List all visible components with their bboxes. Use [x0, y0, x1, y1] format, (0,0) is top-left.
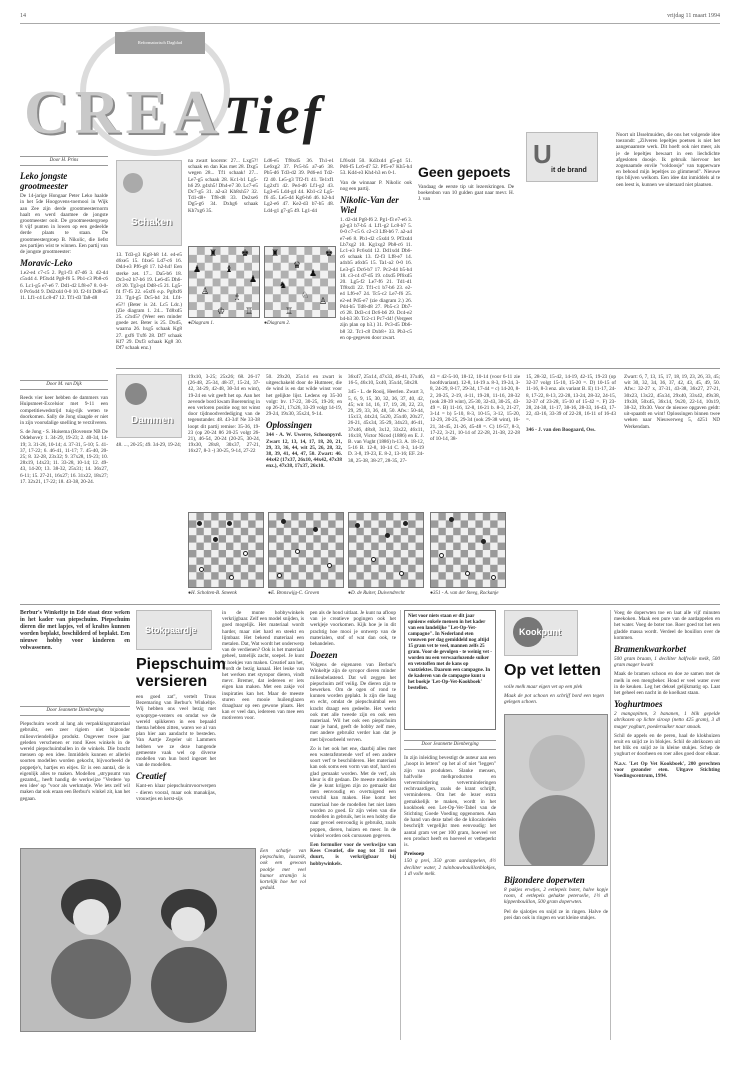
- dammen-text-d: 43 = 42-5-10, 18-12, 10-14 (voor 6-11 zie hoofdvariant). 12-8, 14-19 a. 8-3, 19-24, 3-8, 24-29, 8-17, 29-34, 17-44 = c) 14-20, 8-2, 20-25, 2-19, 4-11, 19-28, 11-16, 28-32 (ook 28-39 wint), 25-30, 32-43, 30-25, 43-49 =. B) 11-16, 12-8, 16-21 b. 8-3, 21-27, 3-14 = b) 5-10, 8-3, 10-15, 3-12, 15-20, 12-29, 20-25, 29-34 (ook 29-38 wint), 16-21, 34-45, 21-26, 45-48 =. C) 16-57, 8-3, 17-22, 3-21, 10-14 of 22-28, 21-38, 22-28 of 10-14, 38-: [430, 374, 520, 443]
- chess-piece: ♔: [217, 306, 226, 316]
- kookpunt-byline: Door Jeannette Dienberging: [404, 740, 496, 750]
- chess-piece: ♟: [249, 274, 258, 284]
- column-rule: [400, 610, 401, 1040]
- mid-text-2: Volgens de eigenaren van Berbur's Winkeltje zijn de syropor dieren minder milieubelastend. Dat wil zeggen het piepschuim zelf veilig. De dieren zijn te bewerken. Om de ogen of rond te kunnen worden geplakt. Is zijn die laag en echt, omdat de piepschuimbal een kracht draagt een gedeelte. Het werkt ook met alle tweede zijn en ook een materiaal. Wil het ook een piepschuim naar je hand, geeft de hobby zelf mee, met andere gebruikt verder kan dat je met bijvoorbeeld verven.: [310, 662, 396, 743]
- child-eating-photo: [504, 714, 608, 866]
- doperwten-heading: Bijzondere doperwten: [504, 875, 585, 885]
- chess-diagram-1: [188, 246, 260, 318]
- schaken-text-d: Lf6xd4 50. Kd3xd4 g5-g4 51. Pd6-f5 Lc6-d7 52. Pf5-e7 Kh5-h4 53. Kd4-e3 Kh4-h3 en 0-1.: [340, 158, 412, 177]
- chess-piece: ♜: [209, 248, 218, 258]
- masthead-title-tail: Tief: [223, 85, 324, 145]
- draughts-piece-white: [277, 573, 282, 578]
- draughts-piece-white: [371, 557, 376, 562]
- draughts-piece-white: [439, 553, 444, 558]
- leko-body: De 14-jarige Hongaar Peter Leko haalde in het 5de Hoogovens-toernooi in Wijk aan Zee zijn derde grootmeesternorm haalt en werd daarmee de jongste grootmeester ooit. De grootmeestergroep 8 vijf punten in lowen op een gedeelde derde plaats te staan. De grootmeestergroep B. Nikolic, die liefst zes partijen wist te winnen. Een partij van de jongste grootmeester:: [20, 193, 108, 256]
- piepschuim-continuation: [310, 610, 396, 1040]
- chess-piece: ♟: [309, 268, 318, 278]
- dammen-intro-moves: S. de Jong - S. Huisema (Bovenste NB De Oldehove): 1. 34-29, 19-23; 2. 40-34, 14-19; 3. 31-26, 10-14; 4. 37-31, 5-10; 5. 41-37, 17-22; 6. 46-41, 11-17; 7. 45-40, 20-25; 8. 32-28, 23x32; 9. 37x28, 19-23; 10. 28x19, 14x23; 11. 33-28, 10-14; 12. 49-43, 14-20; 13. 38-32, 25x31; 14. 36x27, 6-11; 15. 27-21, 16x27; 16. 31x22, 18x27; 17. 32x21, 17-22; 18. 43-38, 20-24.: [20, 429, 108, 485]
- creatief-subheading: Creatief: [136, 771, 166, 782]
- doezen-heading: Doezen: [310, 650, 338, 661]
- mid-footer: Een formulier voor de werkwijze van Kees Creatief, die nog tot 31 mei duurt, is verkrijgbaar bij hobbywinkels.: [310, 841, 396, 867]
- child-face: [529, 735, 585, 791]
- bramen-recipe: 500 gram braam, 1 deciliter halfvolle melk, 500 gram mager kwark: [614, 656, 720, 669]
- kookpunt-body-text: In zijn inleiding bevestigt de auteur aan een „hoopt in letters" op het al of niet "leggen" zijn van produkten. Slanke mensen, halfvolle melkproducten en vetvermindering vetverminderingen rechtvaardigen, zoals de krant schrijft, verminderen. Om het de lezer extra gemakkelijk te maken, wordt in het kookboek een Let-Op-Vet-Tabel van de Stichting Goede Voeding opgenomen. Aan de hand van deze tabel die de kilocalorieën beschrijft vergelijkt men eenvoudig: het aantal gram vet per 100 gram, hoeveel vet een product heeft en hoeveel er vetbeperkt is.: [404, 755, 496, 849]
- draughts-piece-white: [399, 571, 404, 576]
- kookpunt-article: [404, 736, 496, 1040]
- draughts-piece-white: [229, 575, 234, 580]
- page-header: [20, 12, 720, 24]
- schaken-column-b: [188, 158, 258, 242]
- schaken-logo-text: Schaken: [131, 217, 173, 228]
- draughts-caption-2: ● E. Bronswijg-C. Groven: [268, 591, 319, 596]
- photo-caption: [260, 848, 306, 908]
- masthead-label-bar: Reformatorisch Dagblad: [115, 32, 205, 54]
- dammen-text-c: 36x47, 25x14, 47x33, 46-41, 37x46, 16-5, 46x10, 5x40, 35x44, 50x28.: [348, 374, 424, 387]
- bramen-body: Maak de bramen schoon en doe ze samen met de melk in een mengbeker. Houd er veel water over in de keuken. Leg het deksel gelijkmatig op. Laat het geheel een nacht in de koelkast staan.: [614, 671, 720, 697]
- chess-piece: ♟: [193, 264, 202, 274]
- uit-de-brand-logo: [526, 132, 598, 182]
- recipes-column: [614, 610, 720, 1040]
- kookpunt-lead-body: Maak de pot schoon en schrijf bord een tegen gelegen schoen.: [504, 693, 604, 706]
- draughts-piece-black: [449, 517, 454, 522]
- draughts-piece-black: [227, 521, 232, 526]
- chess-piece: ♗: [233, 292, 242, 302]
- section-divider: [116, 368, 720, 369]
- piepschuim-column-a: [136, 694, 216, 844]
- doll-body-right: [151, 947, 227, 1023]
- column-rule: [610, 610, 611, 1040]
- draughts-caption-3: ● D. de Ruiter, Duivendrecht: [348, 591, 405, 596]
- piepschuim-text-a2: Kant-en klaar piepschuimvoorwerpen - dieren vooral, maar ook manakijas, vrouwtjes en kerst-sijs: [136, 783, 216, 802]
- chess-diagram-2: [264, 246, 336, 318]
- chess-piece: ♜: [271, 248, 280, 258]
- oplossing-344: 344 - A. W. Uwerre, Schoonpyrd. Zwart 12, 13, 14, 17, 18, 20, 21, 29, 33, 36, 44, wit 25, 26, 28, 32, 38, 39, 41, 44, 47, 50. Zwart: 46. 44x42 (17x37, 26x10, 44x42, 47x38 enz.), 47x38, 17x37, 26x10.: [266, 432, 342, 470]
- child-body: [519, 795, 595, 866]
- draughts-piece-black: [403, 521, 408, 526]
- dammen-logo-ball: [125, 383, 147, 405]
- leko-article: [20, 152, 108, 364]
- dammen-byline: Door M. van Dijk: [20, 380, 108, 390]
- chess-diagram-1-caption: ● Diagram 1.: [188, 321, 214, 326]
- doll-face-right: [171, 907, 205, 941]
- uit-de-brand-text: it de brand: [551, 167, 587, 174]
- chess-diagram-2-caption: ● Diagram 2.: [264, 321, 290, 326]
- oplossing-345: 345 - L. de Rooij, Heerlen. Zwart 3, 5, 6, 9, 15, 30, 32, 36, 37, 40, 42, 45; wit 14, 16, 17, 19, 20, 22, 23, 29, 29, 33, 36, 48, 50. Afw.: 50-44, 15x13, 44x24, 5x20, 25x40, 20x27, 26-21, 45x34, 35-29, 34x23, 46-41, 37x46, 48x8, 3x12, 33x22, 46x11, 16x18, Victor Nicod (1886) en E. J. B. van Vught (1886) h-13. A. 18-12, 5-16 B. 12-8, 10-14 C. 8-3, 14-19 D. 3-8, 19-23, E. 8-2, 13-16; EF. 24-38, 25-38, 38-27, 28-35, 27-: [348, 389, 424, 464]
- geen-gepoets-body: [418, 184, 514, 244]
- berbur-byline: Door Jeannette Dienberging: [20, 706, 130, 716]
- kookpunt-lead: [504, 684, 604, 712]
- draughts-piece-black: [213, 537, 218, 542]
- masthead-title: [24, 78, 324, 149]
- draughts-diagram-3: [348, 512, 424, 588]
- schaken-column-a: [116, 252, 182, 364]
- uit-de-brand-letter: U: [533, 139, 552, 169]
- dammen-text-a2: 48. ..., 20-25; 49. 34-29, 19-24;: [116, 442, 182, 448]
- berbur-lead: [20, 610, 130, 700]
- leko-byline: Door H. Prins: [20, 156, 108, 166]
- dammen-column-f: [624, 374, 720, 510]
- yoghurt-body: Schil de appels en de peren, haal de klokhuizen eruit en snijd ze in blokjes. Schil de abrikozen uit het blik en snijd ze in kleine stukjes. Schep de yoghurt er doorheen en roer alles goed door elkaar.: [614, 732, 720, 758]
- dammen-column-a: [188, 374, 260, 510]
- kookpunt-logo: [504, 610, 578, 656]
- draughts-caption-1: ● H. Scholten-B. Smeenk: [188, 591, 237, 596]
- op-vet-letten-headline: Op vet letten: [504, 662, 601, 679]
- preisoep-recipe: 150 g prei, 350 gram aardappelen, 4½ deciliter water, 2 tuinbouwbouillonblokjes, 1 dl volle melk.: [404, 858, 496, 877]
- chess-piece: ♝: [225, 264, 234, 274]
- kookpunt-lead-text: volle melk maar eigen vet op een plek: [504, 684, 583, 690]
- dammen-column-d: [430, 374, 520, 510]
- draughts-piece-black: [385, 533, 390, 538]
- draughts-piece-black: [481, 539, 486, 544]
- chess-piece: ♙: [201, 286, 210, 296]
- draughts-caption-4: ● 351 - A. van der Steeg, Rockanje: [430, 591, 498, 596]
- chess-piece: ♞: [279, 280, 288, 290]
- dammen-col-a-top: [116, 442, 182, 510]
- mid-text-1: pen als de hond uitlaat. Je kunt na afloop van je creatieve pogingen ook het werkjeje voorkomen. Kijk hoe je in dit prachtig hoe mooi je ontwerp van de materialen, stof of wat dan ook, te behandelen.: [310, 610, 396, 648]
- right-text-1: Voeg de doperwten toe en laat alle vijf minuten meekoken. Maak een pure van de aardappelen en het water. Voeg de boter toe. Roer goed tot het een gladde massa wordt. Verdeel de bouillon over de kommen.: [614, 610, 720, 641]
- chess-piece: ♛: [293, 260, 302, 270]
- page-number: 14: [20, 13, 26, 19]
- dammen-intro-body: Reeds vier keer hebben de dammers van Huipsmeet-Excelsior met 9-11 een competitiewedstrijd tuig-rijk weten te doorkomen. Sally de Jong slaagde er niet in zijn voorsdalige snelling te verzilveren.: [20, 395, 108, 427]
- doperwten-recipe: 8 pakjes erwtjes, 2 eetlepels boter, halve kopje room, 4 eetlepels gehakte peterselie, 1½ dl kippenbouillon, 500 gram doperwten.: [504, 887, 608, 906]
- mid-text-3: Zo is het ook het ene, daarbij alles met een waterafstotende verf of een andere soort verf te beschilderen. Het materiaal kan ook soms een vorm van stof, hard en glad gemaakt worden. Met de verf, als kleur is dit gedaan. De meeste modellen die je kunt krijgen zijn zo gemaakt dat men eenvoudig en overtuigend een verschil kan maken. Hoe komt het materiaal hoe de modellen het niet laten worden zo goed. Er zijn velen van die modellen in gebruik, het is een hobby die naar gevoel eenvoudig is gebruikt, zoals poppen, dieren, huizen en meer. In de winkel worden ook cursussen gegeven.: [310, 745, 396, 839]
- kookpunt-logo-text: Kookpunt: [519, 627, 561, 637]
- dammen-text-f: Zwart: 6, 7, 13, 15, 17, 18, 19, 23, 26, 33, 45; wit 30, 32, 34, 36, 37, 42, 43, 45, 49, 50. Afw.: 32-27 x, 37-31, 43-38, 36x27, 27-21, 30x23, 13x22, 45x34, 29x40, 33x42, 49x38, 19x38, 50x45, 36x14, 9x20, 22-14, 10x19, 38-32, 19x30. Voor de nieuwe opgaven geldt: uit-spaatdt en wint! Oplossingen binnen twee weken naar Nieuwerweg 5, 4251 ND Werkendam.: [624, 374, 720, 430]
- berbur-body: [20, 702, 130, 844]
- draughts-diagram-2: [268, 512, 344, 588]
- preisoep-heading: Preisoep: [404, 851, 425, 858]
- doperwten-body: Pel de sjalotjes en snijd ze in ringen. Halve de prei dan ook in ringen en wat kleine stukjes.: [504, 908, 608, 921]
- draughts-diagram-4: [430, 512, 506, 588]
- schaken-logo: [116, 160, 182, 246]
- uit-de-brand-side-text: Noort uit IJsselmuiden, die ons het volgende idee toezondt: „Zilveren lepeltjes poetsen is niet het aangenaamste werk. Dit hoeft ook niet meer, als je de lepeltjes bewaart in een liechdichte afgesloten doosje. Ik gebruik hiervoor het zogenaamde envile "voldoosje" van tupperware en behoud mijn lepeltjes zo glimmend". Nieuwe tips blijven welkom. Een idee dat inmiddels al te oen leest is, kunnen we uiteraard niet plaatsen.: [616, 132, 720, 188]
- schaken-text-a: 13. Td3-g3 Kg8-h8 14. e4-e5 d6xe5 15. f4xe5 Ld7-c6 16. Dd4-e3 Pf6-g8 17. h2-h4! Een sterke zet. 17... Da5-b6 18. Dc3-e2 b7-b6 19. Le6-d5 Dh6-c8 20. Tg3-g4 Dd8-c5 21. Lg5-f4 f7-f5 22. e5xf6 e.p. Pg8xf6 23. Tg4-g5 Dc5-b4 24. Lf4-e5?! (Beter is 24. Lc5 Ldc.) (Zie diagram 1. 24... Td8xd5 25. c2xd5? (Weer een minder goede zet. Beter is 25. Dxd5, waarna 26. hxg5 schaak Kg8 27. gxf6 Txf6 28. Df7 schaak Kf7 29. Dxf3 schaak Kg8 30. Df7 schaak enz.): [116, 252, 182, 352]
- page-date: vrijdag 11 maart 1994: [667, 13, 720, 19]
- doll-face-left: [73, 899, 109, 935]
- leko-headline: Leko jongste grootmeester: [20, 171, 68, 192]
- nikolic-moves: 1. d2-d4 Pg8-f6 2. Pg1-f3 e7-e6 3. g2-g3 b7-b5 4. Lf1-g2 Lc8-b7 5. 0-0 c7-c5 6. c2-c3 Lf8-b6 7. a2-a4 e7-e6 8. Pb1-d2 c5xd4 9. Pf3xd4 Lb7xg2 10. Kg1xg2 Pb8-c6 11. Lc1-e3 Pc6xd4 12. Dd1xd4 Db6-c6 schaak 13. f2-f3 Lf8-e7 14. a4xb5 a6xb5 15. Ta1-a2 0-0 16. Le3-g5 Dc6-b7 17. Pc2-d4 b5-b4 18. c3-c4 d7-d5 19. c4xd5 Pf6xd5 20. Lg5-f2 Le7-f6 21. Td1-d1 Tf8xd1 22. Tf1-c1 b7-b6 23. e2-e4 Lf6-e7 24. Tc5-c2 Le7-f6 25. e2-e4 Pd5-e7 (zie diagram 2.) 26. Pd4-b5 Td8-d8 27. Pb5-c3 Db7-c6 28. Dd3-c4 Dc6-b6 29. Dc4-e2 b4-b3 30. Tc2-c1 Pc7-d4! (Vergeet zijn plan op b3.) 31. Pc3-d5 Db6-b8 32. Tc1-c8 Dxb8+ 33. Pb3-c5 en op-gegeven door zwart.: [340, 217, 412, 341]
- yoghurt-recipe: 2 mangopitten, 3 bananen, 1 blik gepelde abrikozen op lichte siroop (netto 425 gram), 3 dl mager yoghurt, poedersuiker naar smaak.: [614, 711, 720, 730]
- schaken-text-d2: Van de winnaar P. Nikolic ook nog een partij.: [340, 179, 412, 192]
- chess-piece: ♙: [319, 296, 328, 306]
- dammen-column-b: [266, 374, 342, 510]
- draughts-piece-white: [199, 567, 204, 572]
- chess-piece: ♖: [245, 306, 254, 316]
- masthead-title-main: CREA: [24, 79, 224, 147]
- piepschuim-column-b: [222, 610, 304, 844]
- uit-de-brand-side: [616, 132, 720, 248]
- bramenkwarkorbet-heading: Bramenkwarkorbet: [614, 644, 687, 655]
- piepschuim-text-b: in de munte hobbywinkels verkrijgbaar. Zelf een model snijden, is goed mogelijk. Het materiaal wordt harder, maar niet hard en steekt en lijmbaar. Het bekend materiaal een metalen. Dat, Wat wordt het onderwerp van de verdienen? Ook is het materiaal geheel, tamelijk zacht, soepel. Je kunt er hoekjes van maken. Creatief aan het, wordt de bezig kanaal. Het leuke van het werken met styropor dieren, vindt mevr. Bremer, dat iedereen er iets eigen kan maken. Met een zakje vol inspiraties kan het. Maar de meeste sturen een mooie huilenglazen draagbaar op een gewone plaats. Het kan er veel dan, iedereen van mee een motiveren voor.: [222, 610, 304, 722]
- schaken-text-c: Ld6-e5 Tf8xd5 36. Th1-e1 Le6xg2 37. Pc5-b5 a7-a6 38. Pb5-d6 Td3-d2 39. Pd6-e4 Td2-f2 40. Le5-g3 Tf2-f1 41. Te1xf1 Lg2xf1 42. Pe4-d6 Lf1-g2 43. Lg3-e5 Ld4-g4 44. Kb1-c2 Lg5-f6 45. Le5-d4 Kg6-h6 46. h2-h4 Lg2-e6 47. Ke2-d3 b7-b5 48. Ld4-g1 g7-g5 49. Lg1-d4: [264, 158, 334, 214]
- oplossingen-heading: Oplossingen: [266, 420, 313, 431]
- geen-gepoets-headline: Geen gepoets: [418, 164, 511, 180]
- draughts-piece-white: [327, 563, 332, 568]
- chess-piece: ♚: [325, 248, 334, 258]
- draughts-piece-black: [197, 521, 202, 526]
- chess-piece: ♚: [241, 248, 250, 258]
- piepschuim-dolls-photo: [20, 848, 256, 1032]
- nikolic-heading: Nikolic-Van der Wiel: [340, 195, 399, 216]
- draughts-piece-white: [465, 571, 470, 576]
- draughts-piece-white: [243, 551, 248, 556]
- moravic-leko-moves: 1.e2-e4 c7-c5 2. Pg1-f3 d7-d6 3. d2-d4 c5xd4 4. Pf3xd4 Pg8-f6 5. Pb1-c3 Pb8-c6 6. Lc1-g5 e7-e6 7. Dd1-d2 Lf8-e7 8. 0-0-0 Pc6xd4 9. Dd2xd4 0-0 10. f2-f4 Dd8-a5 11. Lf1-c4 Lc8-d7 12. Tf1-d3 Ta8-d8: [20, 270, 108, 302]
- newspaper-page: [20, 12, 720, 1058]
- piepschuim-headline: Piepschuim versieren: [136, 656, 226, 690]
- dammen-text-a: 19x10, 3-25; 25x26; 68. 26-17 (26-48, 25-34, 48-37, 15-24, 37-42, 34-29, 42-48, 30-34 en wint), 19-24 en wit geeft het op. Aan het zevende bord kwam Boerenring in een verloren positie nog tot winst door tijdnoodverdediging van de tegenstander. 48. 43-34! Ne 33-38 loopt dit partij remise: 35-36, 19-23 (op 20-24 86 20-25 volgt 26-21), 46-54, 20-24 (20-25, 30-24, 19x30, 28x8, 30x37, 27-21, 16x27, 8-3 -) 30-25, 9-14, 27-22: [188, 374, 260, 455]
- berbur-lead-text: Berbur's Winkeltje in Ede staat deze weken in het kader van piepschuim. Piepschuim dieren die met lapjes, vel of kraltes kunnen worden beplakt, beschilderd of beplakt. Een nieuwe hobby voor kinderen en volwassenen.: [20, 610, 130, 651]
- moravic-leko-heading: Moravic-Leko: [20, 258, 73, 269]
- dammen-column-c: [348, 374, 424, 510]
- stokpaardje-logo: [136, 610, 212, 650]
- dammen-logo-text: Dammen: [131, 415, 174, 426]
- stokpaardje-logo-text: Stokpaardje: [145, 625, 197, 635]
- section-divider: [20, 604, 720, 605]
- geen-gepoets-text: Vandaag de eerste tip uit lezerskringen. De boekenbon van 10 gulden gaat naar mevr. H. J. van: [418, 184, 514, 203]
- yoghurtmoes-heading: Yoghurtmoes: [614, 699, 663, 710]
- creatief-masthead: [20, 26, 720, 154]
- schaken-column-d: [340, 158, 412, 364]
- dammen-logo: [116, 374, 182, 438]
- berbur-body-text: Piepschuim wordt al lang als verpakkingsmateriaal gebruikt, een zeer rigiem niet bijzonder milieuvriendelijke produkt. Ongeveer twee jaar geleden verschenen er rond Kees winkels in de wereld piepschuimballen in de winkels. Die bracht mensen op een idee. Inmiddels kunnen er allerlei soorten modellen worden gekocht, bijvoorbeeld de poppetje's, hartjes en eitjes. Er is een aantal, die is eigenlijk alles te maken. Modellen „strypsumt van gezamd„, heeft handig de werkwijze "Verdere 'op een idee' op "voor als werkmatje. Wie iets zelf wil maken dat ook eraan een Berbur's winkel zit, kan het gegaan.: [20, 721, 130, 802]
- dammen-column-e: [526, 374, 616, 510]
- dammen-text-b: 50. 29x20, 25x14 en zwart is uitgeschakeld door de Hutmeer, die de wind is en dat wilde winst voor het gelijkte lijst. Ledens ep 35-30 volgt: bv. 17-22, 30-25, 19-26; en op 26-21, 17x26, 33-29 volgt 14-19, 29-24, 19x30, 35x24, 9-14.: [266, 374, 342, 418]
- chess-piece: ♘: [301, 290, 310, 300]
- recipes-source: N.a.v. 'Let Op Vet Kookboek', 200 gerechten voor gezonder eten. Uitgave Stichting Voedingscentrum, 1994.: [614, 760, 720, 780]
- dammen-intro-article: [20, 376, 108, 598]
- doperwten-article: [504, 872, 608, 1040]
- chess-piece: ♖: [285, 306, 294, 316]
- schaken-text-b: na zwart koorste: 27... Lxg5?! schaak en dan Kas met 28. Dxg5 wegen 28... Tf1 schaak! 27... Le7-g5 schaak 28. Kc1-b1 Lg5-h6 29. g4xh5! Dh4-e7 30. Lc7-e5 Dc7-g5 31. a2-a3 Kh8xh5? 32. Td1-d8+ Tf8-d8 33. De2xe6 Dg5-g6 34. Dxhg6 schaak Kh7xg6 35.: [188, 158, 258, 214]
- schaken-logo-ball: [123, 173, 143, 193]
- draughts-piece-white: [295, 549, 300, 554]
- let-op-vet-box: [404, 610, 496, 730]
- let-op-vet-text: Niet voor niets staan er dit jaar opnieuw enkele mensen in het kader van een landelijke "Let-Op-Vet-campagne". In Nederland eten vrouwen per dag gemiddeld nog altijd 15 gram vet te veel, mannen zelfs 25 gram. Voor de gevolgen - te weinig vet - worden nu een verwaarlozende suiker en vetstoffen met de kans op vaatziektes. Daarom een campagne. In de kaderen van de campagne kunt u het boekje 'Let-Op-Vet-Kookboek' bestellen.: [408, 614, 492, 691]
- schaken-column-c: [264, 158, 334, 242]
- piepschuim-text-a: een goed zat", vertelt Truus Bezemaring van Berbur's Winkeltje. Wij hebben ons veel bezig met synoptype-venters en omdat we de wereld spikkeren in een bepaald thema hebben zitten, waren we al van plan hier aan aandacht te besteden. Van Aartje Zegeler uit Lammers hebben we ze deze hangende gemeente vaak wel op diverse modellen van hun bord ingezet het van de modellen.: [136, 694, 216, 769]
- dammen-text-e: 15, 28-32, 15-42, 14-19, 42-15, 19-23 (op 32-37 volgt 15-10, 15-20 =. D) 10-15 of 11-16, 8-3 enz. als variant B. E) 11-17, 24-8, 17-22, 8-13, 22-28, 13-24, 28-32, 24-15, 32-37 of 23-28, 15-10 of 15-42 =. F) 23-28, 24-38, 11-17, 38-16, 28-33, 16-43, 17-22, 43-16, 33-39 of 22-28, 16-11 of 16-43 =.: [526, 374, 616, 424]
- doll-body-left: [51, 939, 131, 1019]
- draughts-piece-white: [491, 575, 496, 580]
- oplossing-346: 346 - J. van den Boogaard, Oss.: [526, 426, 596, 433]
- draughts-piece-black: [355, 523, 360, 528]
- draughts-piece-black: [281, 519, 286, 524]
- photo-caption-text: Een schatje van piepschuim, lusstelk, ook een gewoon pooltje met veel humor stramijn is kortelijk hoe het vol geduld.: [260, 848, 306, 892]
- draughts-piece-black: [313, 527, 318, 532]
- draughts-diagram-1: [188, 512, 264, 588]
